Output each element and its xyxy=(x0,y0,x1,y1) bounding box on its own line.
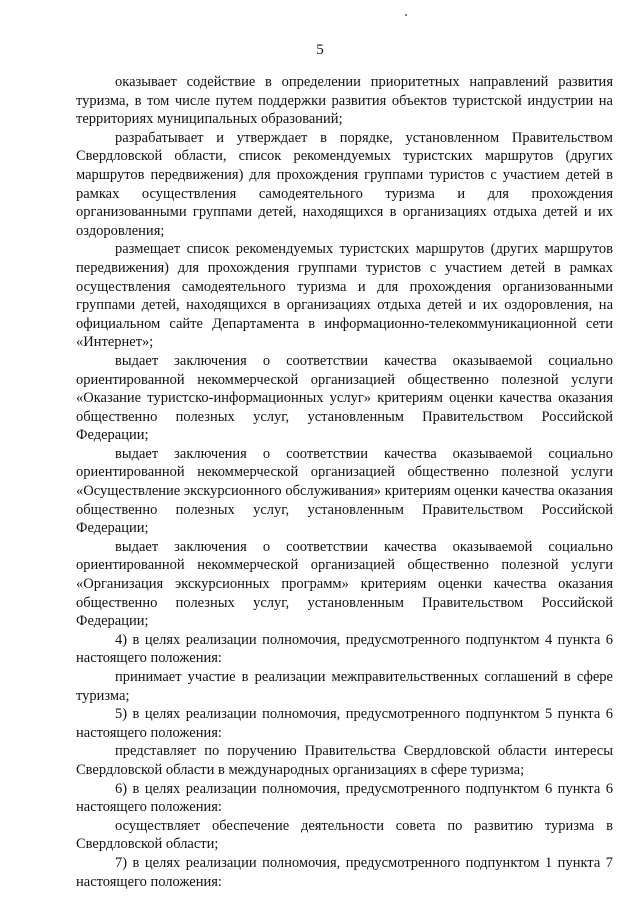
paragraph: 4) в целях реализации полномочия, предусмотренного подпунктом 4 пункта 6 настоящего положения: xyxy=(76,631,613,667)
paragraph: 5) в целях реализации полномочия, предусмотренного подпунктом 5 пункта 6 настоящего положения: xyxy=(76,706,613,741)
scan-speck xyxy=(405,14,407,16)
document-body xyxy=(76,73,613,891)
paragraph: представляет по поручению Правительства Свердловской области интересы Свердловской области в международных организациях в сфере туризма; xyxy=(76,743,613,778)
paragraph: 7) в целях реализации полномочия, предусмотренного подпунктом 1 пункта 7 настоящего положения: xyxy=(76,854,613,890)
paragraph: выдает заключения о соответствии качества оказываемой социально ориентированной некоммерческой организацией общественно полезной услуги «Осуществление экскурсионного обслуживания» критериям оценки качества оказания общественно полезных услуг, установленным Правительством Российской Федерации; xyxy=(76,445,613,537)
paragraph: разрабатывает и утверждает в порядке, установленном Правительством Свердловской области, список рекомендуемых туристских маршрутов (других маршрутов передвижения) для прохождения группами туристов с участием детей в рамках осуществления самодеятельного туризма и для прохождения организованными группами детей, находящихся в организациях отдыха детей и их оздоровления; xyxy=(76,129,613,239)
paragraph: выдает заключения о соответствии качества оказываемой социально ориентированной некоммерческой организацией общественно полезной услуги «Организация экскурсионных программ» критериям оценки качества оказания общественно полезных услуг, установленным Правительством Российской Федерации; xyxy=(76,538,613,630)
paragraph: выдает заключения о соответствии качества оказываемой социально ориентированной некоммерческой организацией общественно полезной услуги «Оказание туристско-информационных услуг» критериям оценки качества оказания общественно полезных услуг, установленным Правительством Российской Федерации; xyxy=(76,352,613,444)
paragraph: оказывает содействие в определении приоритетных направлений развития туризма, в том числе путем поддержки развития объектов туристской индустрии на территориях муниципальных образований; xyxy=(76,74,613,128)
page-number: 5 xyxy=(316,42,324,58)
paragraph: принимает участие в реализации межправительственных соглашений в сфере туризма; xyxy=(76,669,613,704)
paragraph: размещает список рекомендуемых туристских маршрутов (других маршрутов передвижения) для прохождения группами туристов с участием детей в рамках осуществления самодеятельного туризма и для прохождения организованными группами детей, находящихся в организациях отдыха детей и их оздоровления, на официальном сайте Департамента в информационно-телекоммуникационной сети «Интернет»; xyxy=(76,241,613,351)
paragraph: 6) в целях реализации полномочия, предусмотренного подпунктом 6 пункта 6 настоящего положения: xyxy=(76,780,613,816)
paragraph: осуществляет обеспечение деятельности совета по развитию туризма в Свердловской области; xyxy=(76,817,613,853)
